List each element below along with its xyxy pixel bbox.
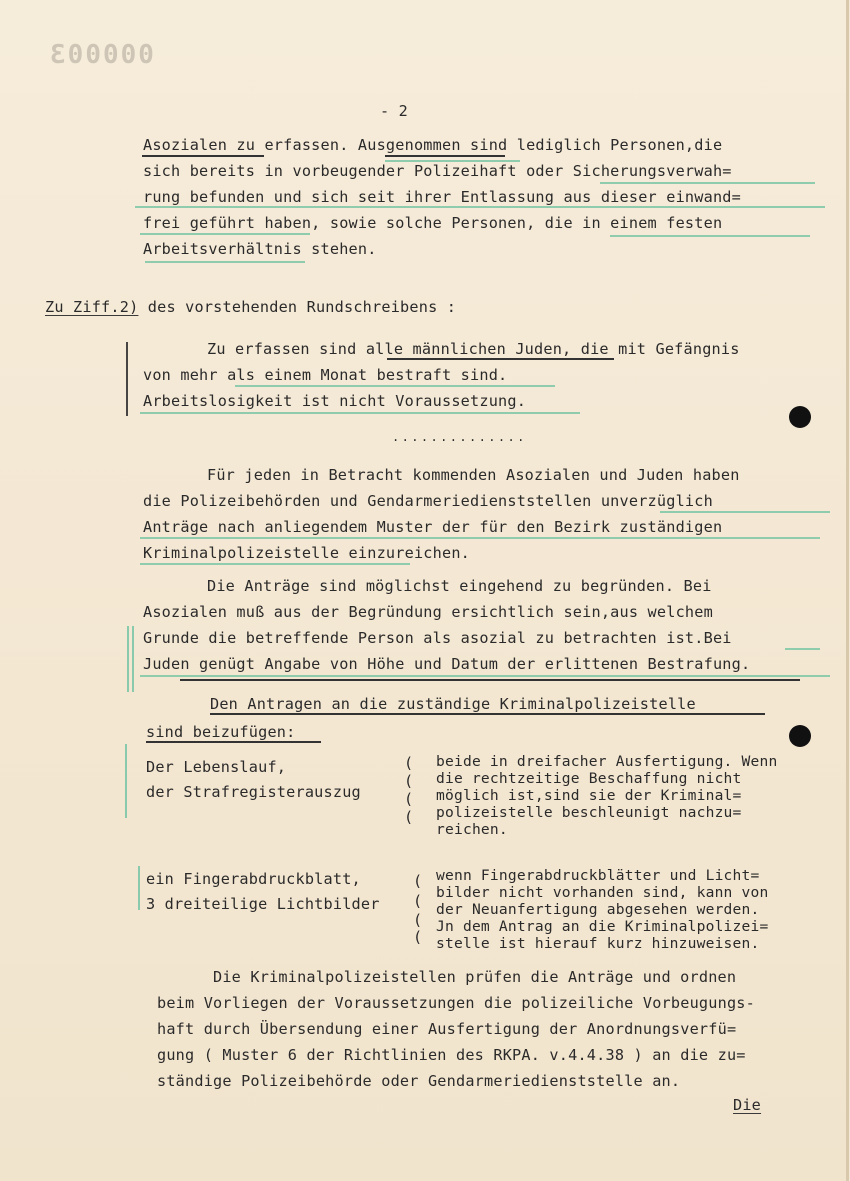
- underline-mark: [142, 155, 264, 157]
- margin-bar: [125, 744, 127, 818]
- attachment-note: möglich ist,sind sie der Kriminal=: [436, 787, 742, 804]
- attachment-item: 3 dreiteilige Lichtbilder: [146, 895, 380, 913]
- attachment-item: Der Lebenslauf,: [146, 758, 287, 776]
- brace-mark: (: [404, 754, 414, 772]
- brace-mark: (: [404, 790, 414, 808]
- highlight-mark: [235, 385, 555, 387]
- highlight-mark: [660, 511, 830, 513]
- text-line: Asozialen muß aus der Begründung ersichtlich sein,aus welchem: [143, 603, 713, 621]
- highlight-mark: [140, 412, 580, 414]
- highlight-mark: [140, 563, 410, 565]
- highlight-mark: [145, 261, 305, 263]
- attachment-note: bilder nicht vorhanden sind, kann von: [436, 884, 769, 901]
- text-line: sich bereits in vorbeugender Polizeihaft oder Sicherungsverwah=: [143, 162, 732, 180]
- catchword: [733, 1098, 761, 1113]
- underline-mark: [146, 741, 321, 743]
- text-line: Anträge nach anliegendem Muster der für den Bezirk zuständigen: [143, 518, 723, 536]
- brace-mark: (: [413, 928, 423, 946]
- text-line: ständige Polizeibehörde oder Gendarmeriedienststelle an.: [157, 1072, 681, 1090]
- text-line: Zu erfassen sind alle männlichen Juden, die mit Gefängnis: [207, 340, 740, 358]
- highlight-mark: [610, 235, 810, 237]
- text-line: Kriminalpolizeistelle einzureichen.: [143, 544, 471, 562]
- text-line: Den Antragen an die zuständige Kriminalpolizeistelle: [210, 695, 696, 713]
- underline-mark: [210, 713, 765, 715]
- attachment-item: ein Fingerabdruckblatt,: [146, 870, 361, 888]
- text-line: beim Vorliegen der Voraussetzungen die polizeiliche Vorbeugungs-: [157, 994, 755, 1012]
- attachment-note: polizeistelle beschleunigt nachzu=: [436, 804, 742, 821]
- text-line: Für jeden in Betracht kommenden Asozialen und Juden haben: [207, 466, 740, 484]
- catchword-text: Die: [733, 1096, 762, 1114]
- attachment-note: die rechtzeitige Beschaffung nicht: [436, 770, 742, 787]
- text-line: von mehr als einem Monat bestraft sind.: [143, 366, 508, 384]
- text-line: Asozialen zu erfassen. Ausgenommen sind lediglich Personen,die: [143, 136, 723, 154]
- highlight-mark: [140, 675, 830, 677]
- page-number: - 2: [380, 102, 409, 120]
- highlight-mark: [785, 648, 820, 650]
- text-line: Die Anträge sind möglichst eingehend zu begründen. Bei: [207, 577, 712, 595]
- text-line: gung ( Muster 6 der Richtlinien des RKPA. v.4.4.38 ) an die zu=: [157, 1046, 746, 1064]
- highlight-mark: [600, 182, 815, 184]
- separator-dots: ..............: [392, 430, 527, 444]
- text-line: Arbeitslosigkeit ist nicht Voraussetzung.: [143, 392, 527, 410]
- attachment-note: reichen.: [436, 821, 508, 838]
- text-line: die Polizeibehörden und Gendarmeriedienststellen unverzüglich: [143, 492, 713, 510]
- attachment-note: wenn Fingerabdruckblätter und Licht=: [436, 867, 760, 884]
- margin-bar: [138, 866, 140, 910]
- underline-arrow: [180, 679, 800, 681]
- text-line: Die Kriminalpolizeistellen prüfen die Anträge und ordnen: [213, 968, 737, 986]
- punch-hole: [789, 406, 811, 428]
- text-line: haft durch Übersendung einer Ausfertigung der Anordnungsverfü=: [157, 1020, 737, 1038]
- margin-bar: [127, 626, 129, 692]
- underline-mark: [387, 358, 614, 360]
- attachment-item: der Strafregisterauszug: [146, 783, 361, 801]
- highlight-mark: [385, 160, 520, 162]
- punch-hole: [789, 725, 811, 747]
- text-line: rung befunden und sich seit ihrer Entlassung aus dieser einwand=: [143, 188, 741, 206]
- margin-bar: [132, 626, 134, 692]
- highlight-mark: [140, 233, 310, 235]
- highlight-mark: [135, 206, 825, 208]
- brace-mark: (: [404, 808, 414, 826]
- brace-mark: (: [413, 872, 423, 890]
- text-line: Juden genügt Angabe von Höhe und Datum der erlittenen Bestrafung.: [143, 655, 751, 673]
- text-line: frei geführt haben, sowie solche Personen, die in einem festen: [143, 214, 723, 232]
- attachment-note: beide in dreifacher Ausfertigung. Wenn: [436, 753, 778, 770]
- text-line: sind beizufügen:: [146, 723, 296, 741]
- brace-mark: (: [413, 911, 423, 929]
- attachment-note: Jn dem Antrag an die Kriminalpolizei=: [436, 918, 769, 935]
- section-label: Zu Ziff.2): [45, 298, 139, 316]
- text-line: Arbeitsverhältnis stehen.: [143, 240, 377, 258]
- section-heading: [45, 300, 456, 315]
- underline-mark: [385, 155, 505, 157]
- margin-bar: [126, 342, 128, 416]
- attachment-note: der Neuanfertigung abgesehen werden.: [436, 901, 760, 918]
- text-line: Grunde die betreffende Person als asozial zu betrachten ist.Bei: [143, 629, 732, 647]
- attachment-note: stelle ist hierauf kurz hinzuweisen.: [436, 935, 760, 952]
- section-heading-rest: des vorstehenden Rundschreibens :: [138, 298, 457, 316]
- highlight-mark: [140, 537, 820, 539]
- brace-mark: (: [404, 772, 414, 790]
- brace-mark: (: [413, 892, 423, 910]
- archive-stamp-number: 000003: [48, 40, 154, 70]
